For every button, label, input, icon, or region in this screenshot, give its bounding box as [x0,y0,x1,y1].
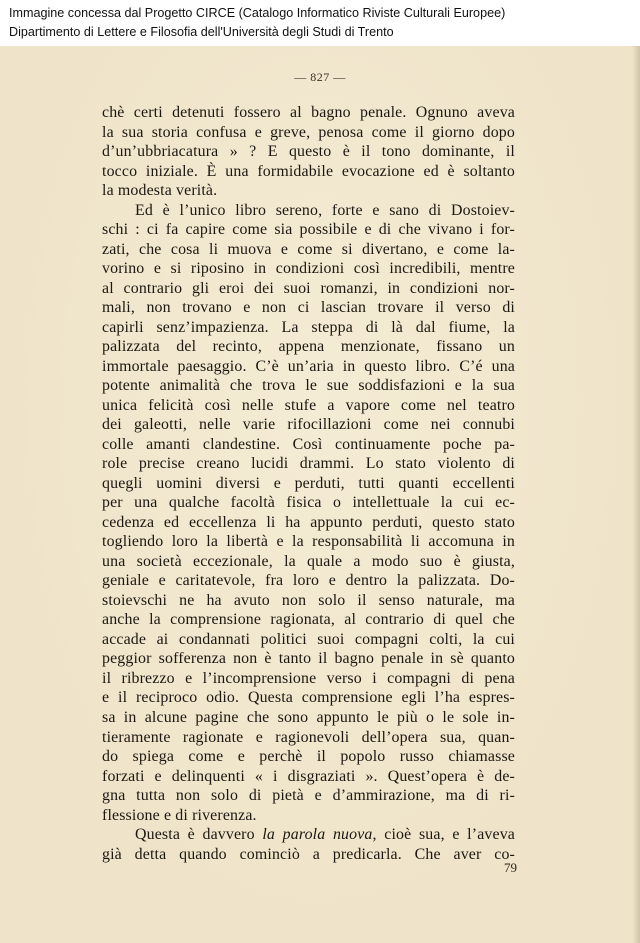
text-line: cedenza ed eccellenza li ha appunto perduti, questo stato [102,513,515,531]
text-line: immortale paesaggio. C’è un’aria in questo libro. C’é una [102,357,515,375]
text-line: forzati e delinquenti « i disgraziati ». Quest’opera è de- [102,767,515,785]
text-line: dei galeotti, nelle varie rifocillazioni come nei connubi [102,416,515,434]
text-line: Questa è davvero la parola nuova, cioè sua, e l’aveva [135,826,515,844]
header-line-1: Immagine concessa dal Progetto CIRCE (Catalogo Informatico Riviste Culturali Europee) [9,6,506,20]
text-line: una società eccezionale, la quale a modo suo è giusta, [102,552,515,570]
folio-number: 79 [504,860,517,875]
text-line: zati, che cosa li muova e come si divertano, e come la- [102,240,515,258]
text-line: anche la comprensione ragionata, al contrario di quel che [102,611,515,629]
text-line: flessione e di riverenza. [102,806,257,824]
text-line: togliendo loro la libertà e la responsabilità li accomuna in [102,533,515,551]
header-line-2: Dipartimento di Lettere e Filosofia dell'Università degli Studi di Trento [9,25,394,39]
text-line: mali, non trovano e non ci lascian trovare il verso di [102,299,515,317]
text-line: gna tutta non solo di pietà e d’ammirazione, ma di ri- [102,787,515,805]
text-line: per una qualche facoltà fisica o intellettuale la cui ec- [102,494,515,512]
text-line: schi : ci fa capire come sia possibile e di che vivano i for- [102,221,515,239]
text-line: vorino e si riposino in condizioni così incredibili, mentre [102,260,515,278]
text-line: già detta quando cominciò a predicarla. Che aver co- [102,845,515,863]
text-line: capirli senz’impazienza. La steppa di là dal fiume, la [102,318,515,336]
text-line: Ed è l’unico libro sereno, forte e sano di Dostoiev- [135,201,515,219]
text-line: role precise creano lucidi drammi. Lo stato violento di [102,455,515,473]
text-line: tocco iniziale. È una formidabile evocazione ed è soltanto [102,162,515,180]
text-line: chè certi detenuti fossero al bagno penale. Ognuno aveva [102,104,515,121]
page-number-top: — 827 — [294,70,346,84]
text-line: unica felicità così nelle stufe a vapore come nel teatro [102,396,515,414]
text-line: colle amanti clandestine. Così continuamente poche pa- [102,435,515,453]
text-line: stoievschi ne ha avuto non solo il senso naturale, ma [102,591,515,609]
body-text [102,103,515,864]
text-line: geniale e caritatevole, fra loro e dentro la palizzata. Do- [102,572,515,590]
text-line: al contrario gli eroi dei suoi romanzi, in condizioni nor- [102,279,515,297]
text-line: quegli uomini diversi e perduti, tutti quanti eccellenti [102,474,515,492]
text-line: potente animalità che trova le sue soddisfazioni e la sua [102,377,515,395]
text-line: la sua storia confusa e greve, penosa come il giorno dopo [102,123,515,141]
text-line: sa in alcune pagine che sono appunto le più o le sole in- [102,708,515,726]
text-line: accade ai condannati politici suoi compagni colti, la cui [102,630,515,648]
text-line: e il reciproco odio. Questa comprensione egli l’ha espres- [102,689,515,707]
text-line: do spiega come e perchè il popolo russo chiamasse [102,748,515,766]
text-line: tieramente ragionate e ragionevoli dell’opera sua, quan- [102,728,515,746]
text-line: il ribrezzo e l’incomprensione verso i compagni di pena [102,669,515,687]
text-line: d’un’ubbriacatura » ? E questo è il tono dominante, il [102,143,515,161]
text-line: peggior sofferenza non è tanto il bagno penale in sè quanto [102,650,515,668]
text-line: palizzata del recinto, appena menzionate, fissano un [102,338,515,356]
text-line: la modesta verità. [102,182,218,200]
copyright-header [0,0,640,46]
